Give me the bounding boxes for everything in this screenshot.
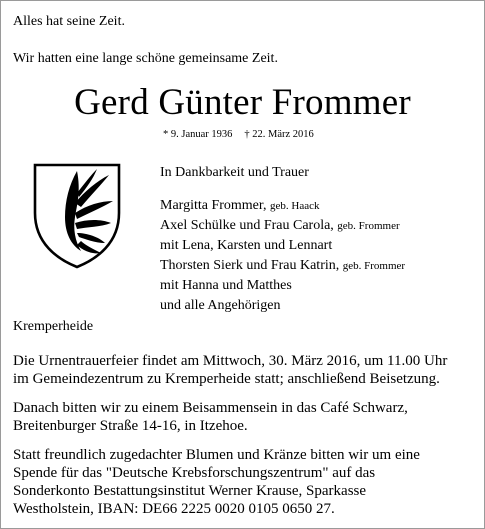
mourner-line: Margitta Frommer, geb. Haack [160,198,320,213]
place-name: Kremperheide [13,319,94,334]
intro-line-1: Alles hat seine Zeit. [13,14,125,29]
ceremony-paragraph: Die Urnentrauerfeier findet am Mittwoch, 30. März 2016, um 11.00 Uhr im Gemeindezentrum zu Kremperheide statt; anschließend Beisetzung. [13,353,448,387]
life-dates [163,128,314,142]
intro-line-2: Wir hatten eine lange schöne gemeinsame Zeit. [13,51,278,66]
donation-paragraph: Statt freundlich zugedachter Blumen und Kränze bitten wir um eine Spende für das "Deutsche Krebsforschungszentrum" auf das Sonderkonto Bestattungsinstitut Werner Krause, Sparkasse Westholstein, IBAN: DE66 2225 0020 0105 0650 27. [13,447,420,517]
reception-paragraph: Danach bitten wir zu einem Beisammensein in das Café Schwarz, Breitenburger Straße 14-16, in Itzehoe. [13,400,408,434]
death-date: † 22. März 2016 [244,129,314,140]
deceased-name: Gerd Günter Frommer [74,82,411,123]
mourners-heading: In Dankbarkeit und Trauer [160,165,309,180]
mourner-line: mit Hanna und Matthes [160,278,292,293]
mourner-line: und alle Angehörigen [160,298,281,313]
mourner-line: Axel Schülke und Frau Carola, geb. Frommer [160,218,400,233]
antler-shield-icon [31,161,123,271]
mourner-line: Thorsten Sierk und Frau Katrin, geb. Frommer [160,258,406,273]
birth-date: * 9. Januar 1936 [163,129,233,140]
mourners-list [160,198,405,318]
mourner-line: mit Lena, Karsten und Lennart [160,238,333,253]
